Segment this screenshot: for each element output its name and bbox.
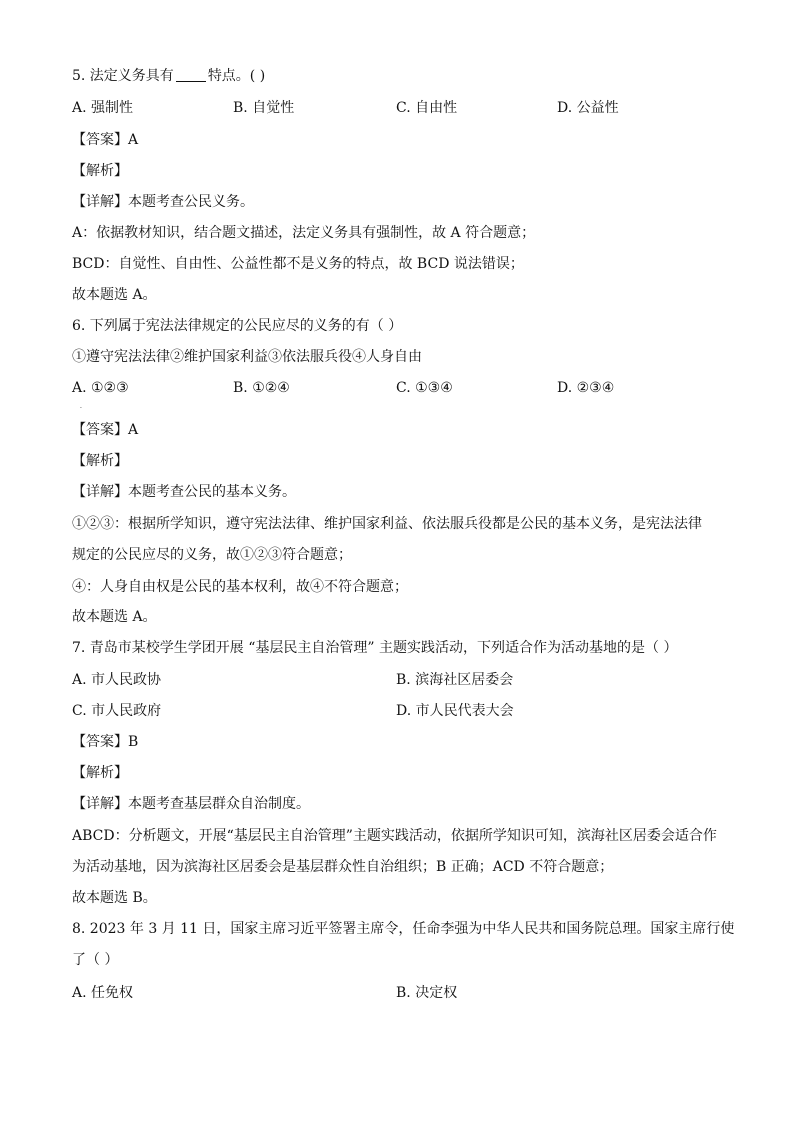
q7-option-b: B. 滨海社区居委会 <box>396 672 514 688</box>
q7-conclusion: 故本题选 B。 <box>72 890 157 906</box>
q6-analysis-label: 【解析】 <box>72 453 128 469</box>
q8-option-a: A. 任免权 <box>72 985 134 1001</box>
q7-explanation-line: ABCD：分析题文，开展“基层民主自治管理”主题实践活动，依据所学知识可知，滨海社区居委会适合作 <box>72 828 717 844</box>
q7-analysis-label: 【解析】 <box>72 765 128 781</box>
q5-option-b: B. 自觉性 <box>233 100 295 116</box>
q5-answer: 【答案】A <box>72 132 139 148</box>
q7-answer: 【答案】B <box>72 734 139 750</box>
q5-option-d: D. 公益性 <box>557 100 619 116</box>
q5-detail: 【详解】本题考查公民义务。 <box>72 194 254 210</box>
q7-detail: 【详解】本题考查基层群众自治制度。 <box>72 796 310 812</box>
q7-option-d: D. 市人民代表大会 <box>396 703 514 719</box>
q5-stem-end: 特点。( ) <box>207 68 266 84</box>
q5-analysis-label: 【解析】 <box>72 163 128 179</box>
q8-option-b: B. 决定权 <box>396 985 458 1001</box>
q8-stem-continued: 了（ ） <box>72 952 119 968</box>
q5-option-c: C. 自由性 <box>396 100 458 116</box>
q5-option-a: A. 强制性 <box>72 100 134 116</box>
q5-explanation-line: BCD：自觉性、自由性、公益性都不是义务的特点，故 BCD 说法错误； <box>72 256 524 272</box>
q6-option-d: D. ②③④ <box>557 380 615 396</box>
q6-conclusion: 故本题选 A。 <box>72 609 157 625</box>
q5-stem-start: 5. 法定义务具有 <box>72 68 174 84</box>
q6-explanation-line: 规定的公民应尽的义务，故①②③符合题意； <box>72 547 352 563</box>
q6-items: ①遵守宪法法律②维护国家利益③依法服兵役④人身自由 <box>72 349 422 365</box>
q7-option-a: A. 市人民政协 <box>72 672 162 688</box>
q5-conclusion: 故本题选 A。 <box>72 287 157 303</box>
q6-answer: 【答案】A <box>72 422 139 438</box>
q6-explanation-line: ①②③：根据所学知识，遵守宪法法律、维护国家利益、依法服兵役都是公民的基本义务，是宪法法律 <box>72 516 702 532</box>
q6-explanation-line: ④：人身自由权是公民的基本权利，故④不符合题意； <box>72 579 408 595</box>
q6-detail: 【详解】本题考查公民的基本义务。 <box>72 484 296 500</box>
q6-option-a: A. ①②③ <box>72 380 129 396</box>
q6-stem: 6. 下列属于宪法法律规定的公民应尽的义务的有（ ） <box>72 318 403 334</box>
stray-dot-mark: · <box>80 405 82 412</box>
q7-option-c: C. 市人民政府 <box>72 703 162 719</box>
q7-explanation-line: 为活动基地，因为滨海社区居委会是基层群众性自治组织；B 正确；ACD 不符合题意； <box>72 859 614 875</box>
q6-option-b: B. ①②④ <box>233 380 290 396</box>
q8-stem: 8. 2023 年 3 月 11 日，国家主席习近平签署主席令，任命李强为中华人民共和国务院总理。国家主席行使 <box>72 921 735 937</box>
q5-explanation-line: A：依据教材知识，结合题文描述，法定义务具有强制性，故 A 符合题意； <box>72 225 536 241</box>
q5-answer-blank <box>176 67 206 82</box>
q7-stem: 7. 青岛市某校学生学团开展 “基层民主自治管理” 主题实践活动，下列适合作为活动基地的是（ ） <box>72 640 678 656</box>
q6-option-c: C. ①③④ <box>396 380 453 396</box>
q5-stem <box>72 66 265 86</box>
